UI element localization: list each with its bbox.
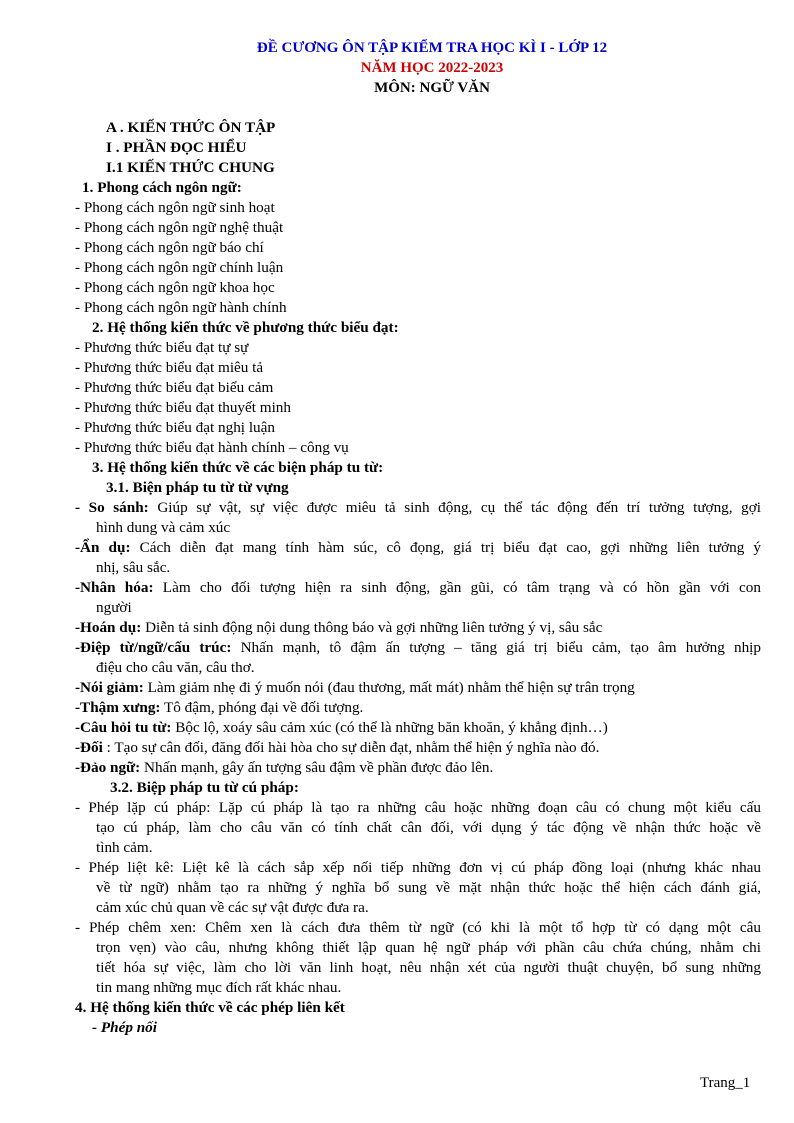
device-term: -Đảo ngữ: — [75, 759, 141, 776]
section-a-heading: A . KIẾN THỨC ÔN TẬP — [106, 119, 276, 136]
s2-item: - Phương thức biểu đạt biểu cảm — [75, 379, 274, 396]
device-term: -Câu hỏi tu từ: — [75, 719, 172, 736]
para-liet-ke: - Phép liệt kê: Liệt kê là cách sắp xếp nối tiếp những đơn vị cú pháp đồng loại (nhưng khác nhau — [75, 859, 761, 876]
para-chem-xen: tin mang những mục đích rất khác nhau. — [96, 979, 342, 996]
school-year: NĂM HỌC 2022-2023 — [360, 60, 504, 76]
s1-heading: 1. Phong cách ngôn ngữ: — [82, 179, 242, 196]
s1-item: - Phong cách ngôn ngữ chính luận — [75, 259, 284, 276]
para-chem-xen: - Phép chêm xen: Chêm xen là cách đưa thêm từ ngữ (có khi là một tổ hợp từ có dạng một câu — [75, 919, 761, 936]
device-hoan-du: -Hoán dụ: Diễn tả sinh động nội dung thông báo và gợi những liên tưởng ý vị, sâu sắc — [75, 619, 603, 636]
para-lap-cu-phap: tạo cú pháp, làm cho câu văn có tính chất cân đối, với dụng ý tác động về nhận thức hoặc về — [96, 819, 761, 836]
subject: MÔN: NGỮ VĂN — [374, 80, 490, 96]
device-term: -Ẩn dụ: — [75, 539, 131, 556]
s1-item: - Phong cách ngôn ngữ nghệ thuật — [75, 219, 284, 236]
device-so-sanh: - So sánh: Giúp sự vật, sự việc được miêu tả sinh động, cụ thể tác động đến trí tưởng tượng, gợi — [75, 499, 762, 516]
section-i-heading: I . PHẦN ĐỌC HIỂU — [106, 139, 247, 156]
device-term: -Hoán dụ: — [75, 619, 142, 636]
s3-sub1-heading: 3.1. Biện pháp tu từ từ vựng — [106, 479, 289, 496]
device-continuation: hình dung và cảm xúc — [96, 519, 231, 536]
para-liet-ke: cảm xúc chủ quan về các sự vật được đưa ra. — [96, 899, 369, 916]
s4-subheading: - Phép nối — [92, 1019, 157, 1036]
device-term: -Thậm xưng: — [75, 699, 161, 716]
s1-item: - Phong cách ngôn ngữ hành chính — [75, 299, 287, 316]
device-noi-giam: -Nói giảm: Làm giảm nhẹ đi ý muốn nói (đau thương, mất mát) nhằm thể hiện sự trân trọng — [75, 679, 635, 696]
device-nhan-hoa: -Nhân hóa: Làm cho đối tượng hiện ra sinh động, gần gũi, có tâm trạng và có hồn gần với con — [75, 579, 761, 596]
s2-item: - Phương thức biểu đạt tự sự — [75, 339, 249, 356]
para-chem-xen: tiết hóa sự việc, làm cho lời văn linh hoạt, nêu nhận xét của người thuật chuyện, bổ sung những — [96, 959, 761, 976]
doc-title: ĐỀ CƯƠNG ÔN TẬP KIỂM TRA HỌC KÌ I - LỚP 12 — [256, 40, 608, 56]
device-dao-ngu: -Đảo ngữ: Nhấn mạnh, gây ấn tượng sâu đậm về phần được đảo lên. — [75, 759, 494, 776]
s1-item: - Phong cách ngôn ngữ khoa học — [75, 279, 275, 296]
section-i1-heading: I.1 KIẾN THỨC CHUNG — [106, 159, 275, 176]
para-lap-cu-phap: - Phép lặp cú pháp: Lặp cú pháp là tạo ra những câu hoặc những đoạn câu có chung một kiểu cấu — [75, 799, 761, 816]
s2-item: - Phương thức biểu đạt nghị luận — [75, 419, 275, 436]
device-cau-hoi-tu-tu: -Câu hỏi tu từ: Bộc lộ, xoáy sâu cảm xúc (có thể là những băn khoăn, ý khẳng định…) — [75, 719, 608, 736]
para-liet-ke: về từ ngữ) nhằm tạo ra những ý nghĩa bổ sung về mặt nhận thức hoặc thể hiện cách đánh giá, — [96, 879, 761, 896]
s1-item: - Phong cách ngôn ngữ báo chí — [75, 239, 264, 256]
device-term: - So sánh: — [75, 499, 149, 516]
device-tham-xung: -Thậm xưng: Tô đậm, phóng đại về đối tượng. — [75, 699, 364, 716]
device-continuation: người — [96, 599, 132, 616]
para-lap-cu-phap: tình cảm. — [96, 839, 153, 856]
device-term: -Nói giảm: — [75, 679, 144, 696]
s2-item: - Phương thức biểu đạt thuyết minh — [75, 399, 291, 416]
page-number: Trang_1 — [700, 1075, 751, 1091]
device-term: -Nhân hóa: — [75, 579, 154, 596]
s3-sub2-heading: 3.2. Biệp pháp tu từ cú pháp: — [110, 779, 299, 796]
device-continuation: điệu cho câu văn, câu thơ. — [96, 659, 255, 676]
s3-heading: 3. Hệ thống kiến thức về các biện pháp tu từ: — [92, 459, 384, 476]
s2-item: - Phương thức biểu đạt hành chính – công vụ — [75, 439, 349, 456]
device-term: -Đối — [75, 739, 103, 756]
device-doi: -Đối : Tạo sự cân đối, đăng đối hài hòa cho sự diễn đạt, nhằm thể hiện ý nghĩa nào đó. — [75, 739, 600, 756]
s2-heading: 2. Hệ thống kiến thức về phương thức biểu đạt: — [92, 319, 399, 336]
s4-heading: 4. Hệ thống kiến thức về các phép liên kết — [75, 999, 345, 1016]
device-term: -Điệp từ/ngữ/cấu trúc: — [75, 639, 232, 656]
s2-item: - Phương thức biểu đạt miêu tả — [75, 359, 264, 376]
para-chem-xen: trọn vẹn) vào câu, nhưng không thiết lập quan hệ ngữ pháp với phần câu chứa chúng, nhằm chi — [96, 939, 761, 956]
s1-item: - Phong cách ngôn ngữ sinh hoạt — [75, 199, 275, 216]
device-continuation: nhị, sâu sắc. — [96, 559, 171, 576]
device-an-du: -Ẩn dụ: Cách diễn đạt mang tính hàm súc, cô đọng, giá trị biểu đạt cao, gợi những liên tưởng ý — [75, 539, 761, 556]
device-diep-tu: -Điệp từ/ngữ/cấu trúc: Nhấn mạnh, tô đậm ấn tượng – tăng giá trị biểu cảm, tạo âm hưởng nhịp — [75, 639, 761, 656]
